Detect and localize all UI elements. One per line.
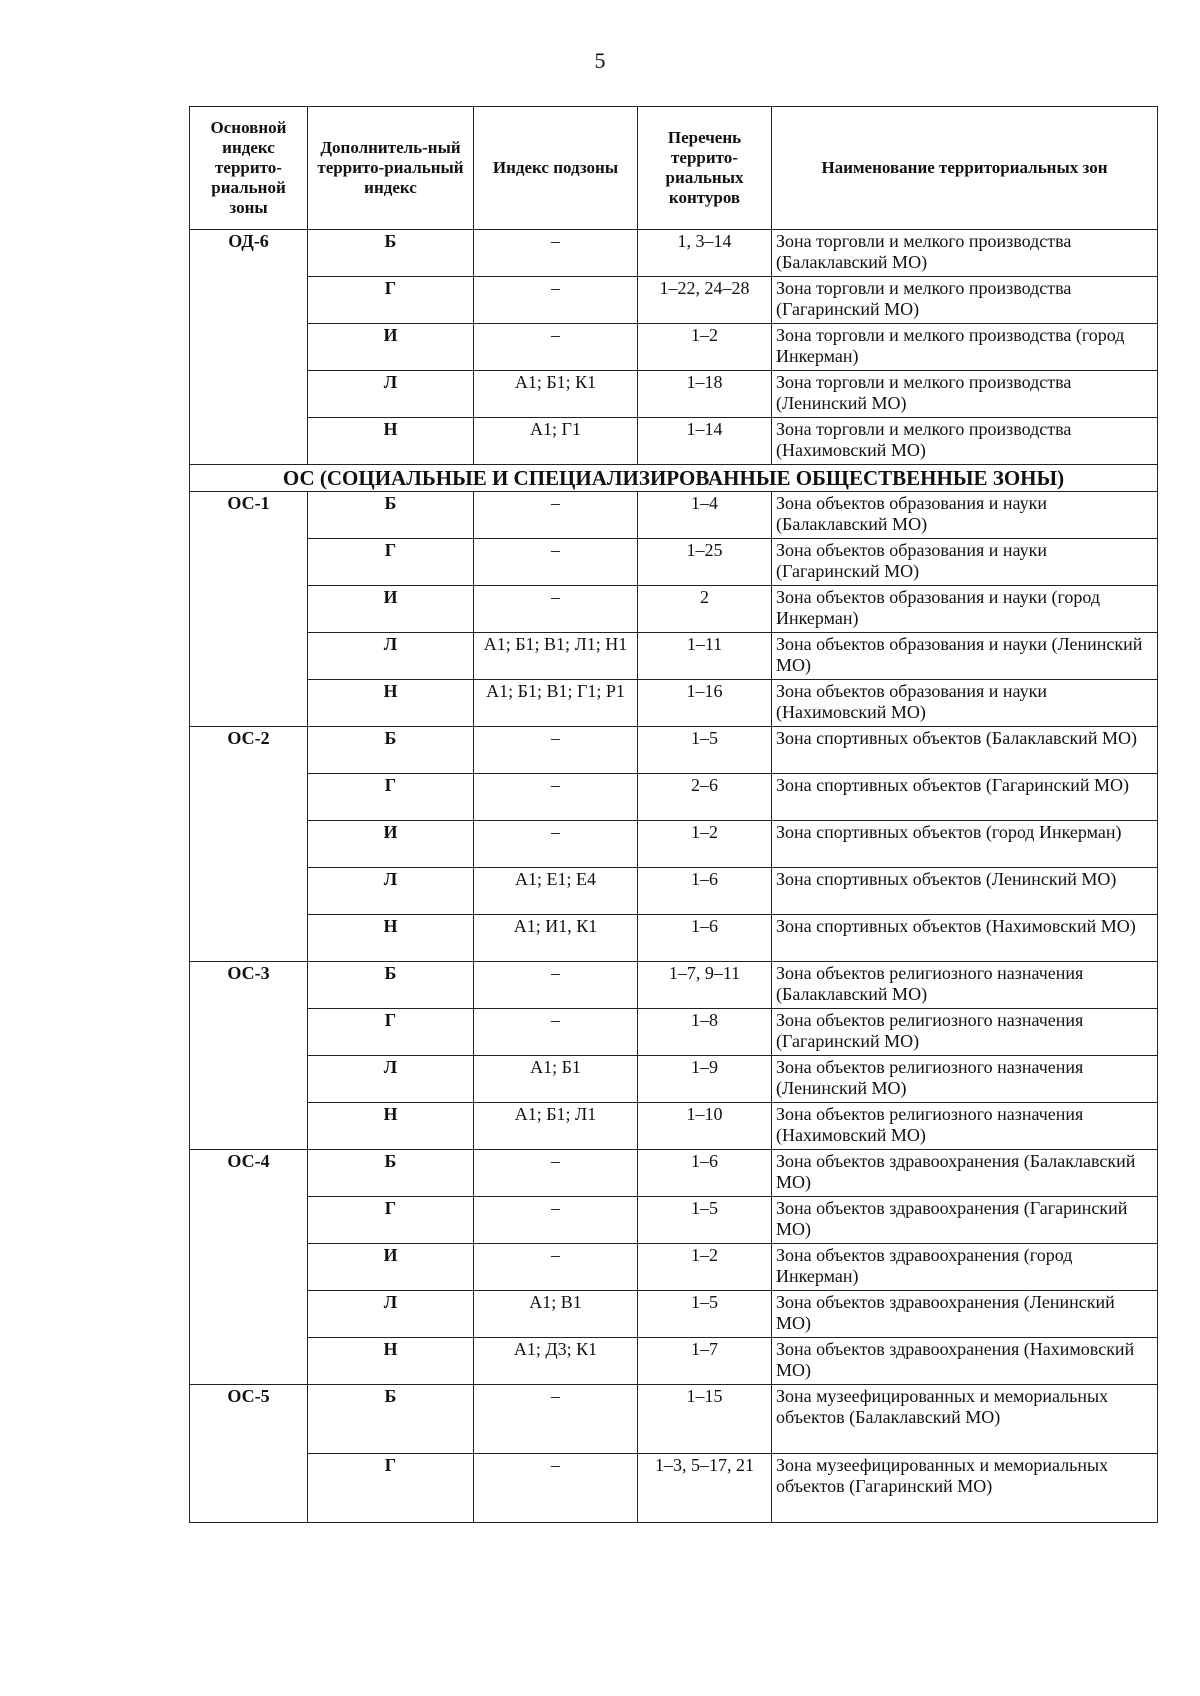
zone-name-cell: Зона объектов образования и науки (Балаклавский МО) <box>772 492 1158 539</box>
table-row <box>190 539 1158 586</box>
main-zone-index: ОС-3 <box>190 962 308 1150</box>
additional-index-cell: Н <box>308 915 474 962</box>
contours-cell: 1–25 <box>638 539 772 586</box>
zone-name-cell: Зона музеефицированных и мемориальных объектов (Гагаринский МО) <box>772 1454 1158 1523</box>
subzone-index-cell: – <box>474 586 638 633</box>
section-header-row <box>190 465 1158 492</box>
header-additional-index: Дополнитель-ный террито-риальный индекс <box>308 107 474 230</box>
zone-name-cell: Зона музеефицированных и мемориальных объектов (Балаклавский МО) <box>772 1385 1158 1454</box>
table-row <box>190 324 1158 371</box>
table-row <box>190 962 1158 1009</box>
contours-cell: 1–18 <box>638 371 772 418</box>
additional-index-cell: Г <box>308 539 474 586</box>
additional-index-cell: Б <box>308 962 474 1009</box>
contours-cell: 1, 3–14 <box>638 230 772 277</box>
subzone-index-cell: А1; Г1 <box>474 418 638 465</box>
table-row <box>190 633 1158 680</box>
additional-index-cell: Л <box>308 633 474 680</box>
zone-name-cell: Зона спортивных объектов (Балаклавский МО) <box>772 727 1158 774</box>
subzone-index-cell: – <box>474 962 638 1009</box>
zone-name-cell: Зона спортивных объектов (Нахимовский МО) <box>772 915 1158 962</box>
main-zone-index: ОС-5 <box>190 1385 308 1523</box>
subzone-index-cell: – <box>474 727 638 774</box>
table-row <box>190 1197 1158 1244</box>
subzone-index-cell: – <box>474 539 638 586</box>
table-row <box>190 1454 1158 1523</box>
table-row <box>190 774 1158 821</box>
contours-cell: 1–10 <box>638 1103 772 1150</box>
main-zone-index: ОС-4 <box>190 1150 308 1385</box>
additional-index-cell: Б <box>308 727 474 774</box>
subzone-index-cell: – <box>474 324 638 371</box>
zone-name-cell: Зона объектов образования и науки (Гагаринский МО) <box>772 539 1158 586</box>
zone-name-cell: Зона объектов религиозного назначения (Гагаринский МО) <box>772 1009 1158 1056</box>
table-row <box>190 1244 1158 1291</box>
table-row <box>190 277 1158 324</box>
additional-index-cell: Н <box>308 1103 474 1150</box>
additional-index-cell: Г <box>308 774 474 821</box>
contours-cell: 1–7, 9–11 <box>638 962 772 1009</box>
table-row <box>190 371 1158 418</box>
zone-name-cell: Зона объектов здравоохранения (Гагаринский МО) <box>772 1197 1158 1244</box>
additional-index-cell: Л <box>308 371 474 418</box>
subzone-index-cell: – <box>474 277 638 324</box>
subzone-index-cell: – <box>474 1009 638 1056</box>
contours-cell: 1–22, 24–28 <box>638 277 772 324</box>
zone-name-cell: Зона торговли и мелкого производства (Гагаринский МО) <box>772 277 1158 324</box>
contours-cell: 1–14 <box>638 418 772 465</box>
table-row <box>190 1291 1158 1338</box>
contours-cell: 1–11 <box>638 633 772 680</box>
subzone-index-cell: А1; В1 <box>474 1291 638 1338</box>
zones-table <box>189 106 1158 1523</box>
main-zone-index: ОС-1 <box>190 492 308 727</box>
zone-name-cell: Зона объектов образования и науки (Нахимовский МО) <box>772 680 1158 727</box>
zone-name-cell: Зона объектов здравоохранения (Нахимовский МО) <box>772 1338 1158 1385</box>
contours-cell: 1–2 <box>638 1244 772 1291</box>
header-contours-list: Перечень террито-риальных контуров <box>638 107 772 230</box>
contours-cell: 1–6 <box>638 1150 772 1197</box>
zone-name-cell: Зона спортивных объектов (Ленинский МО) <box>772 868 1158 915</box>
additional-index-cell: Л <box>308 1056 474 1103</box>
additional-index-cell: Б <box>308 1150 474 1197</box>
subzone-index-cell: А1; И1, К1 <box>474 915 638 962</box>
contours-cell: 1–5 <box>638 727 772 774</box>
contours-cell: 1–7 <box>638 1338 772 1385</box>
table-row <box>190 418 1158 465</box>
table-row <box>190 915 1158 962</box>
contours-cell: 1–2 <box>638 324 772 371</box>
table-row <box>190 821 1158 868</box>
contours-cell: 1–6 <box>638 868 772 915</box>
additional-index-cell: Г <box>308 1454 474 1523</box>
table-body <box>190 230 1158 1523</box>
subzone-index-cell: А1; Б1; К1 <box>474 371 638 418</box>
contours-cell: 2 <box>638 586 772 633</box>
zone-name-cell: Зона торговли и мелкого производства (город Инкерман) <box>772 324 1158 371</box>
additional-index-cell: Л <box>308 868 474 915</box>
additional-index-cell: Б <box>308 1385 474 1454</box>
contours-cell: 2–6 <box>638 774 772 821</box>
zone-name-cell: Зона спортивных объектов (город Инкерман) <box>772 821 1158 868</box>
zone-name-cell: Зона торговли и мелкого производства (Нахимовский МО) <box>772 418 1158 465</box>
subzone-index-cell: – <box>474 1150 638 1197</box>
subzone-index-cell: А1; Б1; В1; Г1; Р1 <box>474 680 638 727</box>
table-row <box>190 1338 1158 1385</box>
table-row <box>190 1385 1158 1454</box>
subzone-index-cell: – <box>474 1454 638 1523</box>
table-row <box>190 680 1158 727</box>
contours-cell: 1–16 <box>638 680 772 727</box>
table-row <box>190 868 1158 915</box>
zone-name-cell: Зона объектов религиозного назначения (Ленинский МО) <box>772 1056 1158 1103</box>
contours-cell: 1–8 <box>638 1009 772 1056</box>
subzone-index-cell: – <box>474 821 638 868</box>
contours-cell: 1–2 <box>638 821 772 868</box>
zone-name-cell: Зона объектов здравоохранения (город Инкерман) <box>772 1244 1158 1291</box>
additional-index-cell: И <box>308 324 474 371</box>
additional-index-cell: Г <box>308 277 474 324</box>
table-header-row <box>190 107 1158 230</box>
subzone-index-cell: – <box>474 774 638 821</box>
contours-cell: 1–5 <box>638 1291 772 1338</box>
contours-cell: 1–5 <box>638 1197 772 1244</box>
page-number: 5 <box>594 48 606 73</box>
section-title: ОС (СОЦИАЛЬНЫЕ И СПЕЦИАЛИЗИРОВАННЫЕ ОБЩЕСТВЕННЫЕ ЗОНЫ) <box>190 465 1158 492</box>
header-subzone-index: Индекс подзоны <box>474 107 638 230</box>
subzone-index-cell: А1; Д3; К1 <box>474 1338 638 1385</box>
zone-name-cell: Зона спортивных объектов (Гагаринский МО) <box>772 774 1158 821</box>
zone-name-cell: Зона объектов здравоохранения (Балаклавский МО) <box>772 1150 1158 1197</box>
zone-name-cell: Зона объектов религиозного назначения (Нахимовский МО) <box>772 1103 1158 1150</box>
subzone-index-cell: А1; Е1; Е4 <box>474 868 638 915</box>
zone-name-cell: Зона торговли и мелкого производства (Балаклавский МО) <box>772 230 1158 277</box>
main-zone-index: ОД-6 <box>190 230 308 465</box>
contours-cell: 1–3, 5–17, 21 <box>638 1454 772 1523</box>
main-zone-index: ОС-2 <box>190 727 308 962</box>
subzone-index-cell: – <box>474 492 638 539</box>
header-main-index: Основной индекс террито-риальной зоны <box>190 107 308 230</box>
table-row <box>190 1056 1158 1103</box>
table-row <box>190 727 1158 774</box>
additional-index-cell: И <box>308 821 474 868</box>
contours-cell: 1–6 <box>638 915 772 962</box>
additional-index-cell: Л <box>308 1291 474 1338</box>
zone-name-cell: Зона торговли и мелкого производства (Ленинский МО) <box>772 371 1158 418</box>
additional-index-cell: Н <box>308 680 474 727</box>
additional-index-cell: Б <box>308 492 474 539</box>
contours-cell: 1–4 <box>638 492 772 539</box>
table-row <box>190 1009 1158 1056</box>
table-row <box>190 492 1158 539</box>
subzone-index-cell: А1; Б1; В1; Л1; Н1 <box>474 633 638 680</box>
subzone-index-cell: А1; Б1 <box>474 1056 638 1103</box>
header-zone-name: Наименование территориальных зон <box>772 107 1158 230</box>
additional-index-cell: Б <box>308 230 474 277</box>
table-row <box>190 586 1158 633</box>
additional-index-cell: Г <box>308 1197 474 1244</box>
table-row <box>190 1103 1158 1150</box>
table-row <box>190 1150 1158 1197</box>
zone-name-cell: Зона объектов религиозного назначения (Балаклавский МО) <box>772 962 1158 1009</box>
additional-index-cell: Г <box>308 1009 474 1056</box>
subzone-index-cell: – <box>474 1244 638 1291</box>
zone-name-cell: Зона объектов образования и науки (Ленинский МО) <box>772 633 1158 680</box>
additional-index-cell: Н <box>308 418 474 465</box>
additional-index-cell: И <box>308 586 474 633</box>
table-row <box>190 230 1158 277</box>
subzone-index-cell: – <box>474 1385 638 1454</box>
zone-name-cell: Зона объектов здравоохранения (Ленинский МО) <box>772 1291 1158 1338</box>
subzone-index-cell: – <box>474 230 638 277</box>
contours-cell: 1–9 <box>638 1056 772 1103</box>
additional-index-cell: Н <box>308 1338 474 1385</box>
contours-cell: 1–15 <box>638 1385 772 1454</box>
zone-name-cell: Зона объектов образования и науки (город Инкерман) <box>772 586 1158 633</box>
subzone-index-cell: А1; Б1; Л1 <box>474 1103 638 1150</box>
additional-index-cell: И <box>308 1244 474 1291</box>
subzone-index-cell: – <box>474 1197 638 1244</box>
